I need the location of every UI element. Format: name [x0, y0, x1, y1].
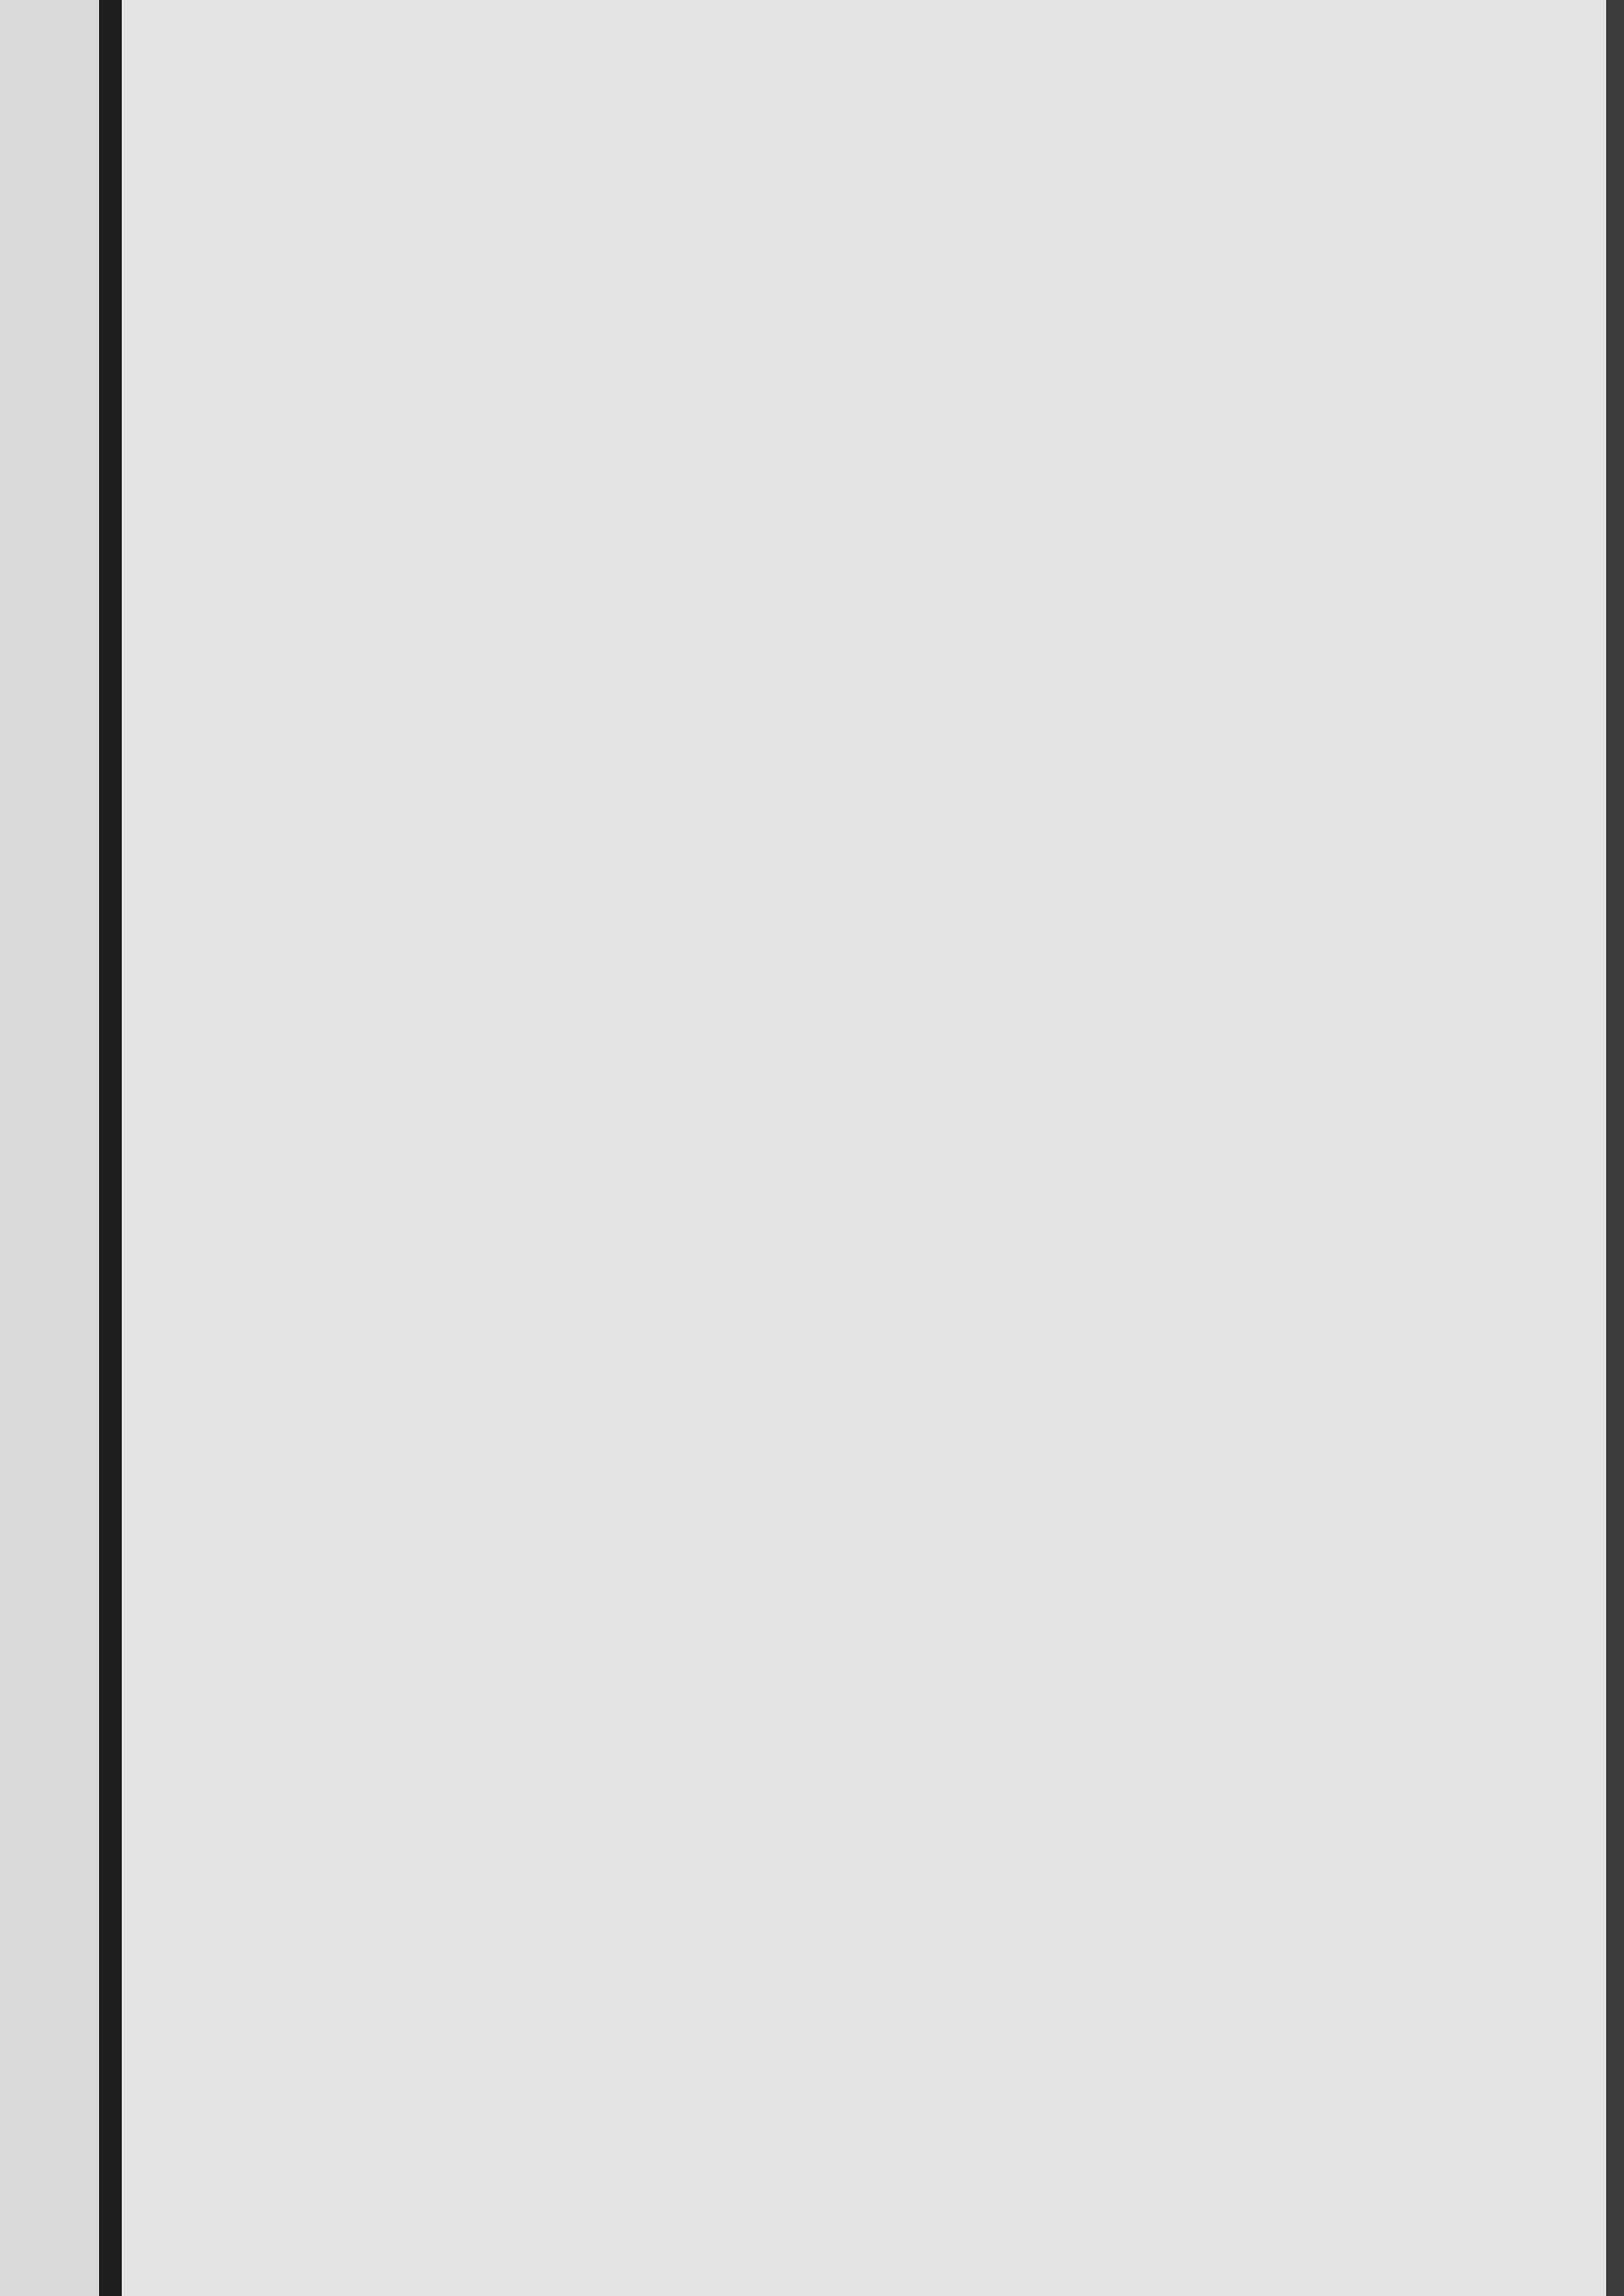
page-content — [172, 84, 1583, 135]
book-gutter — [99, 0, 122, 2296]
running-header — [172, 84, 1583, 132]
previous-page-edge — [0, 0, 99, 2296]
page — [122, 0, 1606, 2296]
page-edge-right — [1606, 0, 1624, 2296]
